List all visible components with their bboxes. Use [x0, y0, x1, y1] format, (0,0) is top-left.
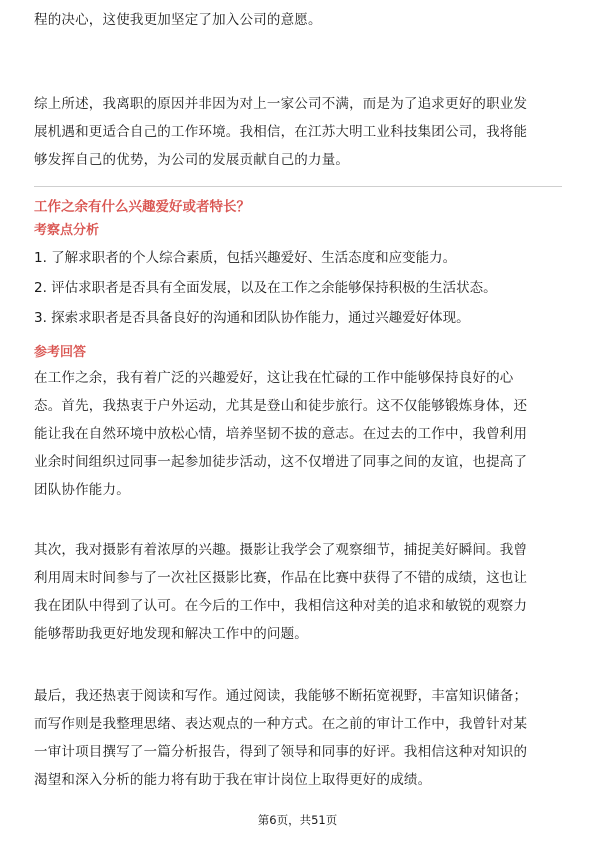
text-line: 一审计项目撰写了一篇分析报告，得到了领导和同事的好评。我相信这种对知识的: [34, 744, 528, 760]
intro-paragraph: [34, 6, 562, 34]
answer-paragraph: [34, 364, 562, 504]
answer-heading: 参考回答: [34, 345, 87, 360]
page-number: 第6页，共51页: [257, 813, 338, 827]
analysis-item: 3. 探索求职者是否具备良好的沟通和团队协作能力，通过兴趣爱好体现。: [34, 310, 470, 326]
text-line: 展机遇和更适合自己的工作环境。我相信，在江苏大明工业科技集团公司，我将能: [34, 124, 528, 140]
text-line: 利用周末时间参与了一次社区摄影比赛，作品在比赛中获得了不错的成绩，这也让: [34, 570, 528, 586]
text-line: 团队协作能力。: [34, 482, 130, 498]
text-line: 其次，我对摄影有着浓厚的兴趣。摄影让我学会了观察细节，捕捉美好瞬间。我曾: [34, 542, 528, 558]
analysis-item: 2. 评估求职者是否具有全面发展，以及在工作之余能够保持积极的生活状态。: [34, 280, 497, 296]
text-line: 而写作则是我整理思绪、表达观点的一种方式。在之前的审计工作中，我曾针对某: [34, 716, 528, 732]
text-line: 能够帮助我更好地发现和解决工作中的问题。: [34, 626, 308, 642]
text-line: 综上所述，我离职的原因并非因为对上一家公司不满，而是为了追求更好的职业发: [34, 96, 528, 112]
answer-paragraph: [34, 536, 562, 648]
text-line: 最后，我还热衷于阅读和写作。通过阅读，我能够不断拓宽视野，丰富知识储备；: [34, 688, 528, 704]
text-line: 业余时间组织过同事一起参加徒步活动，这不仅增进了同事之间的友谊，也提高了: [34, 454, 528, 470]
text-line: 我在团队中得到了认可。在今后的工作中，我相信这种对美的追求和敏锐的观察力: [34, 598, 528, 614]
text-line: 态。首先，我热衷于户外运动，尤其是登山和徒步旅行。这不仅能够锻炼身体，还: [34, 398, 528, 414]
answer-paragraph: [34, 682, 562, 794]
summary-paragraph: [34, 90, 562, 174]
section-divider: [34, 186, 562, 187]
question-title: 工作之余有什么兴趣爱好或者特长？: [34, 199, 250, 215]
text-line: 程的决心，这使我更加坚定了加入公司的意愿。: [34, 12, 322, 28]
text-line: 够发挥自己的优势，为公司的发展贡献自己的力量。: [34, 152, 350, 168]
text-line: 渴望和深入分析的能力将有助于我在审计岗位上取得更好的成绩。: [34, 772, 432, 788]
analysis-heading: 考察点分析: [34, 223, 100, 238]
analysis-item: 1. 了解求职者的个人综合素质，包括兴趣爱好、生活态度和应变能力。: [34, 250, 457, 266]
text-line: 在工作之余，我有着广泛的兴趣爱好，这让我在忙碌的工作中能够保持良好的心: [34, 370, 514, 386]
text-line: 能让我在自然环境中放松心情，培养坚韧不拔的意志。在过去的工作中，我曾利用: [34, 426, 528, 442]
